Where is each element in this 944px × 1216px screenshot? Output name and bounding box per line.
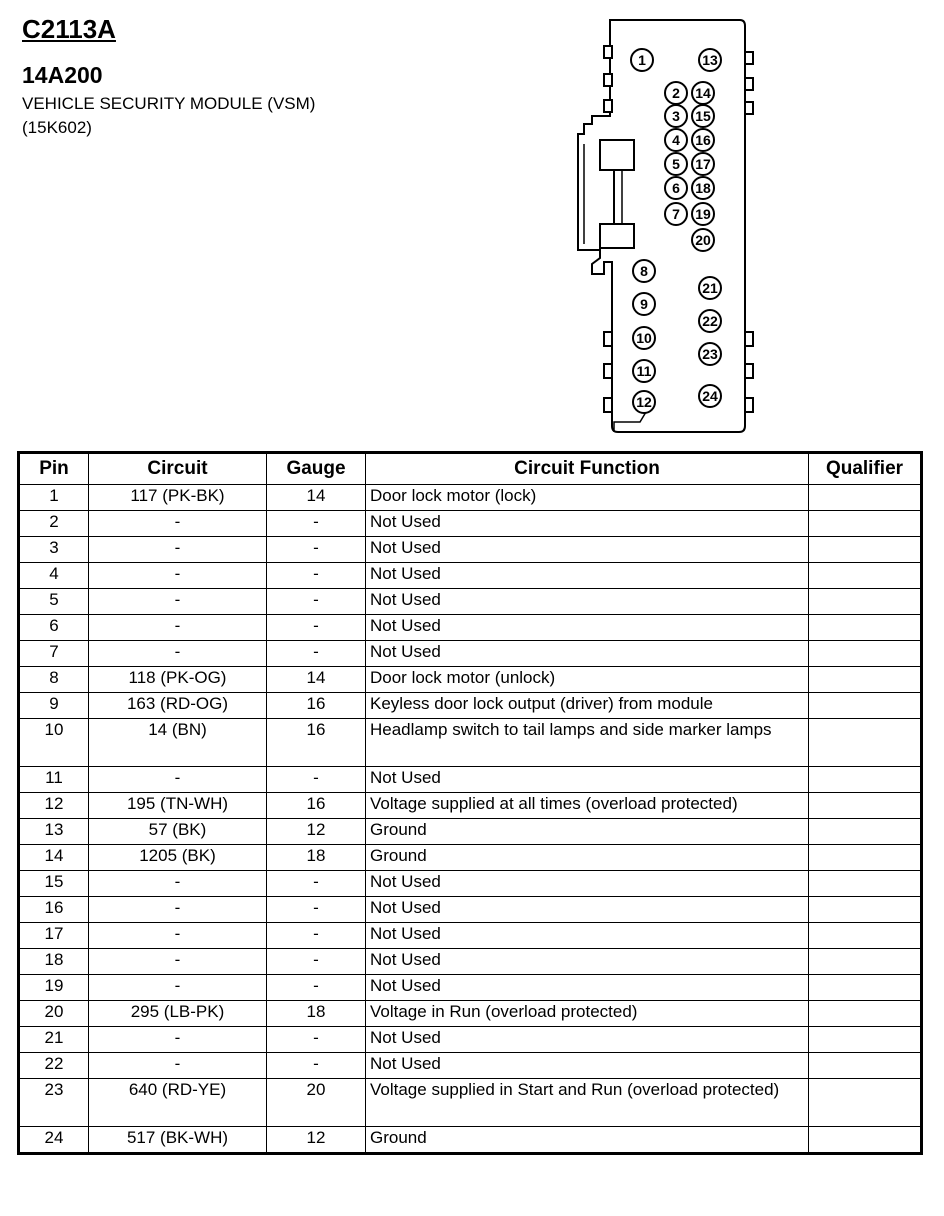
pin-cell: 5: [19, 589, 89, 615]
gauge-cell: -: [267, 563, 366, 589]
qualifier-cell: [809, 767, 922, 793]
pin-number-label: 14: [695, 85, 711, 101]
pin-cell: 14: [19, 845, 89, 871]
pin-cell: 9: [19, 693, 89, 719]
table-header-row: [19, 453, 922, 485]
table-row: [19, 793, 922, 819]
gauge-cell: -: [267, 767, 366, 793]
gauge-cell: 14: [267, 485, 366, 511]
table-row: [19, 589, 922, 615]
circuit-function-cell: Ground: [366, 845, 809, 871]
circuit-cell: -: [89, 615, 267, 641]
pin-cell: 16: [19, 897, 89, 923]
gauge-cell: -: [267, 1053, 366, 1079]
pin-cell: 3: [19, 537, 89, 563]
table-row: [19, 1053, 922, 1079]
pin-number-label: 24: [702, 388, 718, 404]
circuit-function-cell: Voltage in Run (overload protected): [366, 1001, 809, 1027]
pin-cell: 2: [19, 511, 89, 537]
pin-number-label: 13: [702, 52, 718, 68]
pin-number-label: 18: [695, 180, 711, 196]
circuit-function-cell: Not Used: [366, 615, 809, 641]
gauge-cell: 16: [267, 719, 366, 767]
table-row: [19, 563, 922, 589]
table-row: [19, 693, 922, 719]
connector-diagram: [570, 12, 760, 444]
table-row: [19, 897, 922, 923]
qualifier-cell: [809, 949, 922, 975]
circuit-function-cell: Not Used: [366, 1027, 809, 1053]
pin-number-label: 1: [638, 52, 646, 68]
pin-cell: 1: [19, 485, 89, 511]
table-row: [19, 719, 922, 767]
module-code: (15K602): [22, 118, 92, 137]
table-row: [19, 615, 922, 641]
qualifier-cell: [809, 719, 922, 767]
qualifier-cell: [809, 641, 922, 667]
table-row: [19, 485, 922, 511]
qualifier-cell: [809, 511, 922, 537]
circuit-cell: 163 (RD-OG): [89, 693, 267, 719]
circuit-cell: 195 (TN-WH): [89, 793, 267, 819]
circuit-function-cell: Not Used: [366, 897, 809, 923]
gauge-cell: -: [267, 641, 366, 667]
qualifier-cell: [809, 563, 922, 589]
circuit-function-cell: Door lock motor (lock): [366, 485, 809, 511]
circuit-cell: 14 (BN): [89, 719, 267, 767]
pin-number-label: 11: [636, 363, 652, 379]
circuit-cell: -: [89, 767, 267, 793]
circuit-function-cell: Voltage supplied at all times (overload protected): [366, 793, 809, 819]
circuit-cell: -: [89, 563, 267, 589]
table-row: [19, 923, 922, 949]
qualifier-cell: [809, 1053, 922, 1079]
table-row: [19, 767, 922, 793]
table-row: [19, 871, 922, 897]
table-body: [19, 485, 922, 1154]
pin-cell: 17: [19, 923, 89, 949]
gauge-cell: 16: [267, 793, 366, 819]
table-row: [19, 949, 922, 975]
pin-number-label: 5: [672, 156, 680, 172]
gauge-cell: -: [267, 923, 366, 949]
pin-number-label: 7: [672, 206, 680, 222]
part-number: 14A200: [22, 62, 103, 88]
pin-number-label: 16: [695, 132, 711, 148]
circuit-function-cell: Not Used: [366, 871, 809, 897]
circuit-function-cell: Not Used: [366, 949, 809, 975]
pin-cell: 20: [19, 1001, 89, 1027]
circuit-function-cell: Headlamp switch to tail lamps and side marker lamps: [366, 719, 809, 767]
circuit-cell: -: [89, 1027, 267, 1053]
table-row: [19, 1127, 922, 1154]
qualifier-cell: [809, 589, 922, 615]
pin-number-label: 6: [672, 180, 680, 196]
pin-number-label: 12: [636, 394, 652, 410]
qualifier-cell: [809, 1027, 922, 1053]
circuit-cell: 118 (PK-OG): [89, 667, 267, 693]
qualifier-cell: [809, 871, 922, 897]
table-row: [19, 1001, 922, 1027]
table-row: [19, 1027, 922, 1053]
gauge-cell: -: [267, 871, 366, 897]
latch-lower: [600, 224, 634, 248]
pin-cell: 19: [19, 975, 89, 1001]
gauge-cell: -: [267, 615, 366, 641]
table-row: [19, 641, 922, 667]
circuit-cell: -: [89, 949, 267, 975]
table-row: [19, 975, 922, 1001]
qualifier-cell: [809, 819, 922, 845]
circuit-cell: 117 (PK-BK): [89, 485, 267, 511]
circuit-cell: -: [89, 1053, 267, 1079]
table-row: [19, 667, 922, 693]
gauge-cell: 12: [267, 819, 366, 845]
pin-cell: 21: [19, 1027, 89, 1053]
pinout-table: [17, 451, 923, 1155]
qualifier-cell: [809, 615, 922, 641]
pin-cell: 8: [19, 667, 89, 693]
qualifier-cell: [809, 693, 922, 719]
pin-number-label: 9: [640, 296, 648, 312]
pin-number-label: 21: [702, 280, 718, 296]
circuit-cell: -: [89, 975, 267, 1001]
circuit-function-cell: Keyless door lock output (driver) from module: [366, 693, 809, 719]
circuit-cell: -: [89, 537, 267, 563]
circuit-cell: -: [89, 511, 267, 537]
pin-cell: 18: [19, 949, 89, 975]
pin-cell: 12: [19, 793, 89, 819]
gauge-cell: -: [267, 897, 366, 923]
gauge-cell: 12: [267, 1127, 366, 1154]
table-row: [19, 537, 922, 563]
qualifier-cell: [809, 1127, 922, 1154]
qualifier-cell: [809, 897, 922, 923]
latch-upper: [600, 140, 634, 170]
pin-number-label: 2: [672, 85, 680, 101]
pin-cell: 11: [19, 767, 89, 793]
circuit-cell: 295 (LB-PK): [89, 1001, 267, 1027]
qualifier-cell: [809, 485, 922, 511]
circuit-cell: 57 (BK): [89, 819, 267, 845]
gauge-cell: 18: [267, 845, 366, 871]
gauge-cell: 20: [267, 1079, 366, 1127]
circuit-function-cell: Ground: [366, 819, 809, 845]
circuit-function-cell: Not Used: [366, 923, 809, 949]
circuit-function-cell: Not Used: [366, 641, 809, 667]
circuit-function-cell: Door lock motor (unlock): [366, 667, 809, 693]
pin-cell: 22: [19, 1053, 89, 1079]
pin-number-label: 19: [695, 206, 711, 222]
pin-number-label: 3: [672, 108, 680, 124]
qualifier-cell: [809, 1001, 922, 1027]
gauge-cell: -: [267, 975, 366, 1001]
circuit-function-cell: Not Used: [366, 767, 809, 793]
table-row: [19, 511, 922, 537]
circuit-function-cell: Not Used: [366, 589, 809, 615]
module-name: VEHICLE SECURITY MODULE (VSM): [22, 94, 316, 113]
circuit-function-cell: Not Used: [366, 511, 809, 537]
gauge-cell: 14: [267, 667, 366, 693]
pin-cell: 24: [19, 1127, 89, 1154]
circuit-function-cell: Not Used: [366, 975, 809, 1001]
gauge-cell: -: [267, 537, 366, 563]
circuit-cell: 640 (RD-YE): [89, 1079, 267, 1127]
pin-cell: 15: [19, 871, 89, 897]
qualifier-cell: [809, 1079, 922, 1127]
pin-number-label: 4: [672, 132, 680, 148]
circuit-cell: -: [89, 871, 267, 897]
circuit-function-cell: Not Used: [366, 563, 809, 589]
table-row: [19, 845, 922, 871]
connector-id: C2113A: [22, 14, 116, 44]
circuit-cell: -: [89, 589, 267, 615]
qualifier-cell: [809, 845, 922, 871]
qualifier-cell: [809, 923, 922, 949]
pin-number-label: 15: [695, 108, 711, 124]
pin-cell: 10: [19, 719, 89, 767]
pin-cell: 13: [19, 819, 89, 845]
pin-number-label: 22: [702, 313, 718, 329]
circuit-cell: 1205 (BK): [89, 845, 267, 871]
circuit-cell: -: [89, 641, 267, 667]
circuit-cell: -: [89, 923, 267, 949]
circuit-cell: 517 (BK-WH): [89, 1127, 267, 1154]
qualifier-cell: [809, 975, 922, 1001]
pin-cell: 6: [19, 615, 89, 641]
circuit-cell: -: [89, 897, 267, 923]
column-header-circuit-function: Circuit Function: [366, 453, 809, 485]
table-row: [19, 819, 922, 845]
pin-cell: 23: [19, 1079, 89, 1127]
gauge-cell: 16: [267, 693, 366, 719]
pin-cell: 7: [19, 641, 89, 667]
column-header-qualifier: Qualifier: [809, 453, 922, 485]
qualifier-cell: [809, 667, 922, 693]
circuit-function-cell: Voltage supplied in Start and Run (overload protected): [366, 1079, 809, 1127]
pin-number-label: 17: [695, 156, 711, 172]
column-header-gauge: Gauge: [267, 453, 366, 485]
qualifier-cell: [809, 793, 922, 819]
pin-number-label: 20: [695, 232, 711, 248]
gauge-cell: -: [267, 511, 366, 537]
qualifier-cell: [809, 537, 922, 563]
pin-cell: 4: [19, 563, 89, 589]
pin-number-label: 23: [702, 346, 718, 362]
circuit-function-cell: Ground: [366, 1127, 809, 1154]
column-header-pin: Pin: [19, 453, 89, 485]
pin-number-label: 10: [636, 330, 652, 346]
gauge-cell: -: [267, 949, 366, 975]
table-row: [19, 1079, 922, 1127]
gauge-cell: -: [267, 1027, 366, 1053]
column-header-circuit: Circuit: [89, 453, 267, 485]
circuit-function-cell: Not Used: [366, 537, 809, 563]
circuit-function-cell: Not Used: [366, 1053, 809, 1079]
gauge-cell: 18: [267, 1001, 366, 1027]
gauge-cell: -: [267, 589, 366, 615]
pin-number-label: 8: [640, 263, 648, 279]
